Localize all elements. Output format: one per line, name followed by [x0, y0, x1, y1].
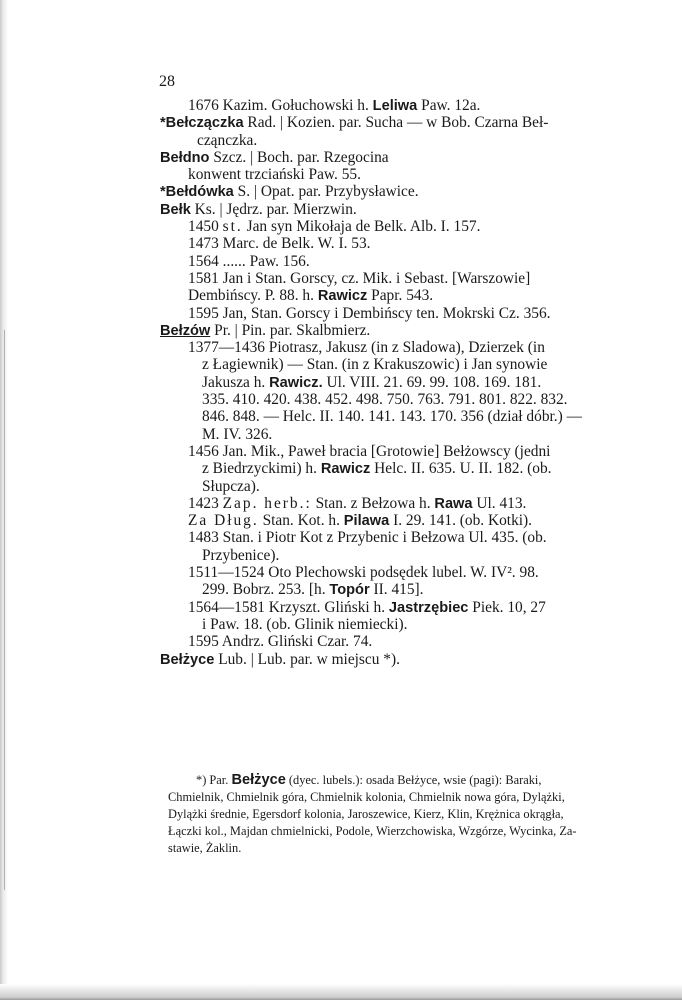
text-line [160, 322, 612, 339]
page-edge-shadow [0, 0, 22, 1000]
entry-headword: Jastrzębiec [388, 599, 469, 616]
text-line [160, 651, 612, 668]
footnote-line [168, 840, 614, 857]
text-run: Dembińscy. P. 88. h. [188, 287, 318, 305]
text-line [160, 270, 612, 287]
text-run: (dyec. lubels.): osada Bełżyce, wsie (pagi): Baraki, [285, 773, 542, 787]
text-run: II. 415]. [369, 581, 424, 599]
text-line [160, 581, 612, 598]
text-line [160, 599, 612, 616]
text-run: Dylążki średnie, Egersdorf kolonia, Jaroszewice, Kierz, Klin, Krężnica okrągła, [168, 807, 564, 821]
text-run: 1581 Jan i Stan. Gorscy, cz. Mik. i Sebast. [Warszowie] [188, 269, 531, 287]
text-run: Pr. | Pin. par. Skalbmierz. [210, 321, 371, 339]
text-run: Łączki kol., Majdan chmielnicki, Podole, Wierzchowiska, Wzgórze, Wycinka, Za- [168, 824, 577, 838]
text-run: 1564—1581 Krzyszt. Gliński h. [188, 598, 389, 616]
text-line [160, 529, 612, 546]
text-run: Chmielnik, Chmielnik góra, Chmielnik kolonia, Chmielnik nowa góra, Dylążki, [168, 790, 565, 804]
text-run: 1483 Stan. i Piotr Kot z Przybenic i Bełzowa Ul. 435. (ob. [188, 529, 547, 547]
text-line [160, 183, 612, 200]
text-run: 1595 Andrz. Gliński Czar. 74. [188, 633, 373, 651]
text-line [160, 374, 612, 391]
text-line [160, 443, 612, 460]
page-bottom-shadow [0, 984, 682, 1000]
footnote-line [168, 823, 614, 840]
text-line [160, 132, 612, 149]
entry-headword: Bełk [160, 201, 191, 218]
text-run: Szcz. | Boch. par. Rzegocina [209, 148, 389, 166]
entry-headword: Bełżyce [160, 651, 215, 668]
text-run: 1595 Jan, Stan. Gorscy i Dembińscy ten. Mokrski Cz. 356. [188, 304, 551, 322]
text-line [160, 305, 612, 322]
text-run: Stan. Kot. h. [258, 512, 344, 530]
text-line [160, 547, 612, 564]
entry-headword: *Bełdówka [160, 184, 234, 201]
entry-headword: Bełzów [160, 322, 211, 339]
text-run: Jan syn Mikołaja de Belk. Alb. I. 157. [242, 218, 481, 236]
text-run: 1456 Jan. Mik., Paweł bracia [Grotowie] Bełżowscy (jedni [188, 442, 551, 460]
text-line [160, 287, 612, 304]
entry-headword: *Bełczączka [160, 115, 244, 132]
text-run: 335. 410. 420. 438. 452. 498. 750. 763. 791. 801. 822. 832. [202, 391, 568, 409]
text-line [160, 460, 612, 477]
text-run: Paw. 12a. [417, 97, 481, 114]
text-line [160, 149, 612, 166]
text-run: Za Dług. [188, 512, 259, 530]
entry-headword: Rawicz [320, 461, 371, 478]
text-line [160, 253, 612, 270]
text-line [160, 218, 612, 235]
text-run: 1473 Marc. de Belk. W. I. 53. [188, 235, 371, 253]
text-run: 1450 [188, 218, 223, 236]
text-run: Piek. 10, 27 [468, 598, 546, 616]
entry-headword: Leliwa [372, 98, 418, 114]
text-run: Słupcza). [202, 477, 260, 495]
text-line [160, 356, 612, 373]
text-run: Przybenice). [202, 546, 280, 564]
text-run: Ul. 413. [472, 494, 527, 512]
text-run: st. [222, 218, 243, 236]
text-line [160, 391, 612, 408]
text-run: Jakusza h. [202, 373, 270, 391]
text-line [160, 633, 612, 650]
text-line [160, 426, 612, 443]
text-run: 1511—1524 Oto Plechowski podsędek lubel. W. IV². 98. [188, 564, 539, 582]
text-run: 1423 [188, 494, 223, 512]
text-run: 1676 Kazim. Gołuchowski h. [188, 97, 373, 114]
text-run: Papr. 543. [367, 287, 434, 305]
footnote-line [168, 806, 614, 823]
footnote [168, 772, 614, 857]
text-line [160, 97, 612, 114]
text-line [160, 616, 612, 633]
text-run: z Łagiewnik) — Stan. (in z Krakuszowic) i Jan synowie [202, 356, 548, 374]
text-line [160, 339, 612, 356]
text-run: stawie, Żaklin. [168, 841, 242, 855]
text-line [160, 235, 612, 252]
text-run: Rad. | Kozien. par. Sucha — w Bob. Czarna Beł- [243, 114, 549, 132]
footnote-line [168, 789, 614, 806]
text-run: 1377—1436 Piotrasz, Jakusz (in z Sladowa), Dzierzek (in [188, 339, 545, 357]
text-run: 1564 ...... Paw. 156. [188, 252, 310, 270]
entry-headword: Rawa [434, 495, 473, 512]
entry-headword: Pilawa [343, 513, 390, 530]
text-run: Stan. z Bełzowa h. [311, 494, 435, 512]
text-run: Zap. herb.: [222, 494, 312, 512]
text-run: Helc. II. 635. U. II. 182. (ob. [370, 460, 552, 478]
text-run: M. IV. 326. [202, 425, 273, 443]
text-line [160, 495, 612, 512]
text-run: Ul. VIII. 21. 69. 99. 108. 169. 181. [322, 373, 542, 391]
text-run: 846. 848. — Helc. II. 140. 141. 143. 170. 356 (dział dóbr.) — [202, 408, 583, 426]
text-run: I. 29. 141. (ob. Kotki). [389, 512, 533, 530]
footnote-line [168, 772, 614, 789]
entry-headword: Topór [329, 582, 370, 599]
text-line [160, 564, 612, 581]
text-line [160, 114, 612, 131]
entry-headword: Rawicz. [269, 374, 323, 391]
text-line [160, 408, 612, 425]
text-run: Lub. | Lub. par. w miejscu *). [214, 650, 400, 668]
text-run: konwent trzciański Paw. 55. [188, 166, 361, 184]
text-line [160, 478, 612, 495]
text-line [160, 512, 612, 529]
text-line [160, 201, 612, 218]
page-number: 28 [159, 73, 175, 90]
text-run: z Biedrzyckimi) h. [202, 460, 321, 478]
text-run: S. | Opat. par. Przybysławice. [233, 183, 419, 201]
text-line [160, 166, 612, 183]
text-run: i Paw. 18. (ob. Glinik niemiecki). [202, 615, 408, 633]
text-run: Ks. | Jędrz. par. Mierzwin. [190, 200, 357, 218]
entry-headword: Bełdno [160, 149, 210, 166]
entry-headword: Bełżyce [231, 772, 286, 788]
main-text [160, 97, 612, 668]
text-run: *) Par. [196, 773, 232, 787]
text-run: 299. Bobrz. 253. [h. [202, 581, 330, 599]
entry-headword: Rawicz [317, 288, 368, 305]
text-run: cząnczka. [197, 131, 258, 149]
